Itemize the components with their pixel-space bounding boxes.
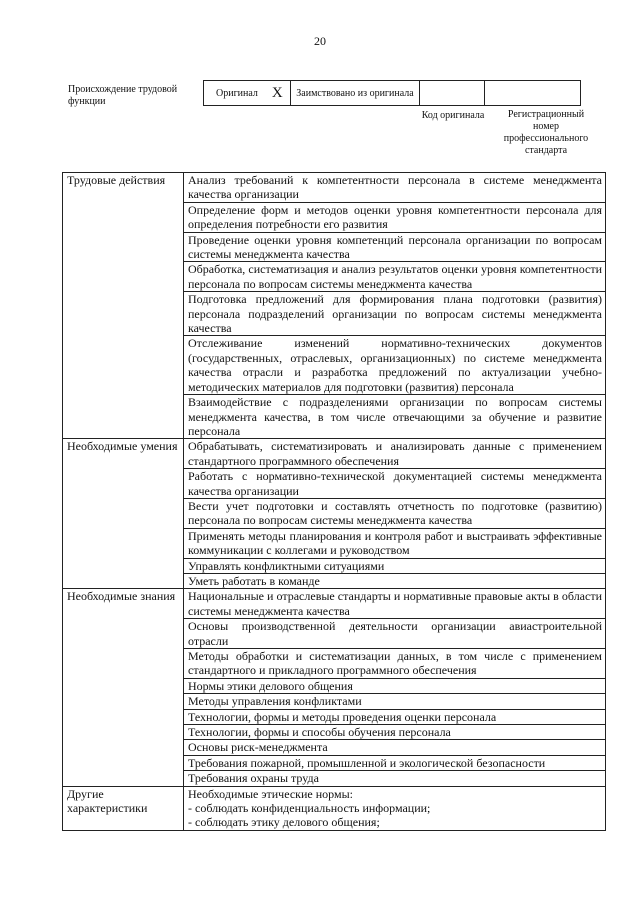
table-cell: Уметь работать в команде <box>184 573 606 588</box>
other-line: - соблюдать конфиденциальность информации; <box>188 801 431 816</box>
table-cell: Управлять конфликтными ситуациями <box>184 558 606 573</box>
table-cell: Основы производственной деятельности организации авиастроительной отрасли <box>184 619 606 649</box>
table-cell: Отслеживание изменений нормативно-технических документов (государственных, отраслевых, организационных) по системе менеджмента качества отрасли и разработка предложений по актуализации учебно-методических материалов для подготовки (развития) персонала <box>184 336 606 395</box>
other-line: Необходимые этические нормы: <box>188 786 353 801</box>
section-title: Необходимые умения <box>63 439 184 589</box>
table-cell: Методы управления конфликтами <box>184 694 606 709</box>
table-cell: Методы обработки и систематизации данных, в том числе с применением стандартного и прикладного программного обеспечения <box>184 649 606 679</box>
table-cell: Подготовка предложений для формирования плана подготовки (развития) персонала подразделений организации по вопросам системы менеджмента качества <box>184 292 606 336</box>
table-row <box>63 173 606 203</box>
original-label: Оригинал <box>216 87 258 99</box>
original-mark: X <box>271 84 283 101</box>
section-title: Необходимые знания <box>63 589 184 786</box>
code-caption: Код оригинала <box>421 110 485 121</box>
section-title: Другие характеристики <box>63 786 184 830</box>
code-cell <box>420 81 485 106</box>
original-cell <box>204 81 291 106</box>
table-cell: Технологии, формы и методы проведения оценки персонала <box>184 709 606 724</box>
table-cell: Применять методы планирования и контроля работ и выстраивать эффективные коммуникации с коллегами и руководством <box>184 528 606 558</box>
table-row <box>63 589 606 619</box>
table-cell: Требования охраны труда <box>184 771 606 786</box>
reg-caption: Регистрационный номер профессионального стандарта <box>503 109 589 156</box>
table-cell: Анализ требований к компетентности персонала в системе менеджмента качества организации <box>184 173 606 203</box>
origin-label: Происхождение трудовой функции <box>68 84 178 107</box>
function-table <box>62 172 606 831</box>
table-cell: Национальные и отраслевые стандарты и нормативные правовые акты в области системы менеджмента качества <box>184 589 606 619</box>
table-cell: Определение форм и методов оценки уровня компетентности персонала для определения потребности его развития <box>184 202 606 232</box>
origin-table <box>203 80 581 106</box>
table-row <box>63 439 606 469</box>
section-title: Трудовые действия <box>63 173 184 439</box>
table-cell: Взаимодействие с подразделениями организации по вопросам системы менеджмента качества, в том числе отвечающими за обучение и развитие персонала <box>184 395 606 439</box>
table-cell: Требования пожарной, промышленной и экологической безопасности <box>184 755 606 770</box>
table-cell: Вести учет подготовки и составлять отчетность по подготовке (развитию) персонала по вопросам системы менеджмента качества <box>184 498 606 528</box>
table-cell: Обрабатывать, систематизировать и анализировать данные с применением стандартного программного обеспечения <box>184 439 606 469</box>
borrowed-cell: Заимствовано из оригинала <box>291 81 420 106</box>
page-number: 20 <box>314 34 326 48</box>
other-line: - соблюдать этику делового общения; <box>188 815 380 830</box>
table-cell: Обработка, систематизация и анализ результатов оценки уровня компетентности персонала по вопросам системы менеджмента качества <box>184 262 606 292</box>
table-cell: Работать с нормативно-технической документацией системы менеджмента качества организации <box>184 469 606 499</box>
table-cell: Проведение оценки уровня компетенций персонала организации по вопросам системы менеджмента качества <box>184 232 606 262</box>
reg-number-cell <box>485 81 581 106</box>
table-cell: Нормы этики делового общения <box>184 678 606 693</box>
table-cell: Основы риск-менеджмента <box>184 740 606 755</box>
table-cell: Технологии, формы и способы обучения персонала <box>184 725 606 740</box>
table-row <box>63 786 606 830</box>
other-characteristics <box>184 786 606 830</box>
